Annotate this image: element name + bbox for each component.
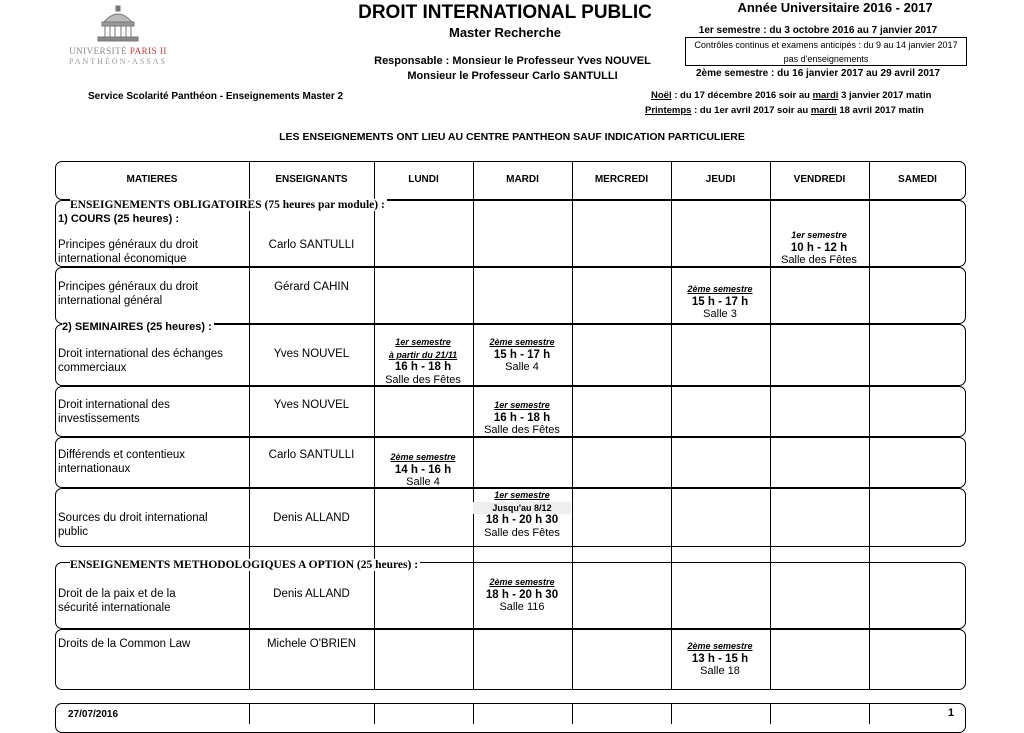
section-cours: 1) COURS (25 heures) : [58,213,180,225]
enseignant-cell: Yves NOUVEL [273,399,350,411]
column-divider [869,161,870,690]
col-header-mardi: MARDI [506,174,539,185]
page-number: 1 [948,707,955,719]
column-divider [770,703,771,724]
schedule-slot: 1er semestre Jusqu'au 8/12 18 h - 20 h 30 Salle des Fêtes [473,489,571,539]
enseignant-cell: Yves NOUVEL [273,348,350,360]
schedule-slot: 1er semestre à partir du 21/11 16 h - 18 h Salle des Fêtes [385,337,461,386]
schedule-slot: 2ème semestre 15 h - 17 h Salle 3 [687,284,753,320]
noel-holiday: Noël : du 17 décembre 2016 soir au mardi 3 janvier 2017 matin [651,90,932,101]
schedule-slot: 1er semestre 10 h - 12 h Salle des Fêtes [781,230,857,266]
enseignant-cell: Carlo SANTULLI [268,239,355,251]
matiere-cell: Différends et contentieux internationaux [58,449,186,475]
section-methodo: ENSEIGNEMENTS METHODOLOGIQUES A OPTION (25 heures) : [70,559,419,571]
matiere-cell: Principes généraux du droit international économique [58,239,198,265]
table-row [55,437,966,488]
column-divider [671,703,672,724]
schedule-slot: 2ème semestre 13 h - 15 h Salle 18 [687,641,753,677]
responsable-line-1: Responsable : Monsieur le Professeur Yves NOUVEL [374,55,651,67]
col-header-mercredi: MERCREDI [594,174,649,185]
section-obligatoires: ENSEIGNEMENTS OBLIGATOIRES (75 heures par module) : [70,199,385,211]
pantheon-icon [58,4,178,44]
table-row [55,629,966,690]
col-header-lundi: LUNDI [408,174,439,185]
section-seminaires: 2) SEMINAIRES (25 heures) : [62,321,212,333]
service-label: Service Scolarité Panthéon - Enseignements Master 2 [88,91,344,102]
schedule-slot: 2ème semestre 18 h - 20 h 30 Salle 116 [485,577,559,613]
table-row [55,703,966,733]
column-divider [572,161,573,690]
academic-year: Année Universitaire 2016 - 2017 [737,0,933,15]
schedule-slot: 2ème semestre 15 h - 17 h Salle 4 [489,337,555,373]
university-logo [58,4,178,76]
location-notice: LES ENSEIGNEMENTS ONT LIEU AU CENTRE PANTHEON SAUF INDICATION PARTICULIERE [279,131,745,143]
column-divider [249,703,250,724]
semester-2-dates: 2ème semestre : du 16 janvier 2017 au 29 avril 2017 [695,68,941,79]
matiere-cell: Droits de la Common Law [58,638,191,650]
column-divider [572,703,573,724]
enseignant-cell: Gérard CAHIN [274,281,349,293]
responsable-line-2: Monsieur le Professeur Carlo SANTULLI [407,70,618,82]
col-header-samedi: SAMEDI [898,174,937,185]
column-divider [374,161,375,690]
enseignant-cell: Denis ALLAND [273,588,350,600]
column-divider [473,703,474,724]
page-title: DROIT INTERNATIONAL PUBLIC [358,2,652,23]
col-header-jeudi: JEUDI [705,174,736,185]
enseignant-cell: Michele O'BRIEN [266,638,357,650]
logo-subname: PANTHÉON-ASSAS [69,57,167,66]
matiere-cell: Droit international des échanges commerciaux [58,348,223,374]
page-subtitle: Master Recherche [449,25,561,40]
col-header-matieres: MATIERES [126,174,178,185]
col-header-enseignants: ENSEIGNANTS [275,174,348,185]
col-header-vendredi: VENDREDI [793,174,846,185]
matiere-cell: Principes généraux du droit international général [58,281,198,307]
semester-1-dates: 1er semestre : du 3 octobre 2016 au 7 janvier 2017 [698,25,938,36]
enseignant-cell: Denis ALLAND [273,512,350,524]
enseignant-cell: Carlo SANTULLI [268,449,355,461]
column-divider [374,703,375,724]
matiere-cell: Droit international des investissements [58,399,170,425]
column-divider [671,161,672,690]
matiere-cell: Droit de la paix et de la sécurité internationale [58,588,176,614]
printemps-holiday: Printemps : du 1er avril 2017 soir au mardi 18 avril 2017 matin [645,105,924,116]
footer-date: 27/07/2016 [68,709,119,720]
logo-name: UNIVERSITÉ PARIS II [69,46,167,56]
schedule-slot: 1er semestre 16 h - 18 h Salle des Fêtes [484,400,560,436]
matiere-cell: Sources du droit international public [58,512,208,538]
column-divider [869,703,870,724]
exam-notice-box: Contrôles continus et examens anticipés : du 9 au 14 janvier 2017 pas d'enseignements [685,37,967,66]
schedule-slot: 2ème semestre 14 h - 16 h Salle 4 [390,452,456,488]
